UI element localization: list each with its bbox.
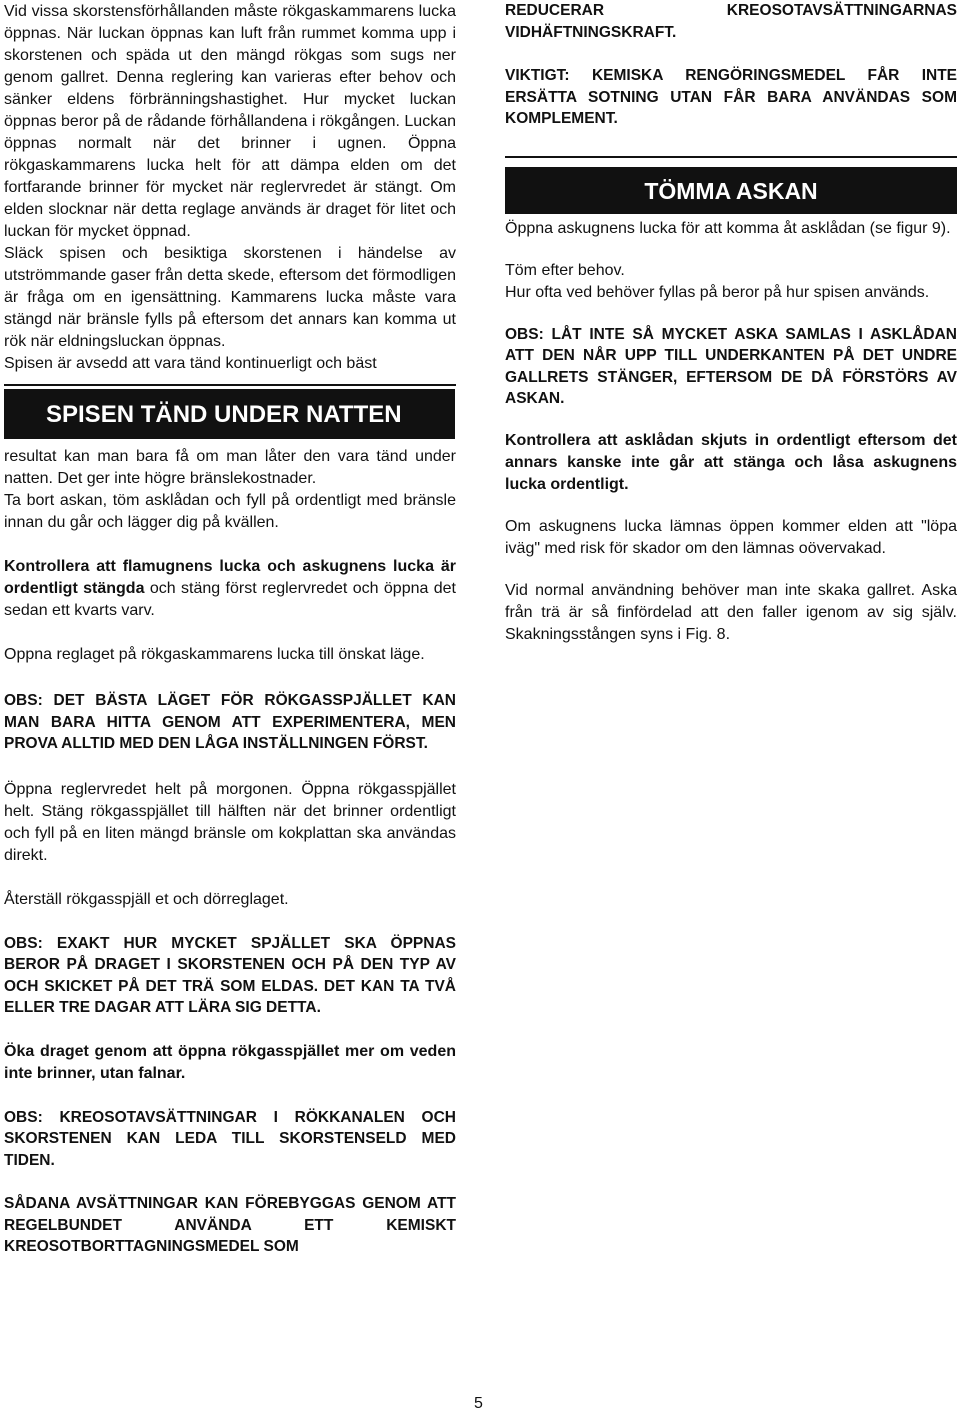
left-column [4,0,456,1258]
paragraph-reset: Återställ rökgasspjäll et och dörreglaget. [4,890,289,908]
notice-creosote: OBS: KREOSOTAVSÄTTNINGAR I RÖKKANALEN OCH SKORSTENEN KAN LEDA TILL SKORSTENSELD MED TIDEN. [4,1108,456,1169]
page-number: 5 [474,1395,483,1412]
paragraph-extinguish: Släck spisen och besiktiga skorstenen i händelse av utströmmande gaser från detta skede, eftersom det förmodligen är fråga om en igensättning. Kammarens lucka måste vara stängd när bränsle fylls på eftersom det annars kan komma ut rök när eldningsluckan öppnas. [4,245,456,350]
paragraph-open-control: Oppna reglaget på rökgaskammarens lucka till önskat läge. [4,646,425,663]
paragraph-empty: Töm efter behov. [505,261,625,279]
check-doors-bold: Kontrollera att flamugnens lucka och askugnens lucka är ordentligt stängda [4,558,456,597]
notice-exact-opening: OBS: EXAKT HUR MYCKET SPJÄLLET SKA ÖPPNAS BEROR PÅ DRAGET I SKORSTENEN OCH PÅ DEN TYP AV OCH SKICKET PÅ DET TRÄ SOM ELDAS. DET KAN TA TVÅ ELLER TRE DAGAR ATT LÄRA SIG DETTA. [4,934,456,1016]
paragraph-fill-frequency: Hur ofta ved behöver fyllas på beror på hur spisen används. [505,283,930,301]
paragraph-increase-draft: Öka draget genom att öppna rökgasspjället mer om veden inte brinner, utan falnar. [4,1042,456,1082]
section-banner-ash: TÖMMA ASKAN [505,167,957,214]
paragraph-check-doors [4,556,456,622]
notice-best-position: OBS: DET BÄSTA LÄGET FÖR RÖKGASSPJÄLLET KAN MAN BARA HITTA GENOM ATT EXPERIMENTERA, MEN PROVA ALLTID MED DEN LÅGA INSTÄLLNINGEN FÖRST. [4,692,456,752]
paragraph-remove-ash: Ta bort askan, töm asklådan och fyll på ordentligt med bränsle innan du går och lägger dig på kvällen. [4,492,456,531]
paragraph-check-ashbox: Kontrollera att asklådan skjuts in ordentligt eftersom det annars kanske inte går att stänga och låsa askugnens lucka ordentligt. [505,431,957,493]
right-column [505,0,957,646]
divider-rule [505,156,957,158]
paragraph-smoke-chamber: Vid vissa skorstensförhållanden måste rökgaskammarens lucka öppnas. När luckan öppnas kan luft från rummet komma upp i skorstenen och späda ut den mängd rökgas som sugs ner genom gallret. Denna reglering kan varieras efter behov och sänker eldens förbränningshastighet. Hur mycket luckan öppnas beror på de rådande förhållandena i rökgången. Luckan öppnas normalt när det brinner i ugnen. Öppna rökgaskammarens lucka helt för att dämpa elden om det fortfarande brinner för mycket när reglervredet är stängt. Om elden slocknar när detta reglage används är draget för litet och luckan för mycket öppnad. [4,3,456,240]
section-banner-night: SPISEN TÄND UNDER NATTEN [4,389,455,439]
paragraph-continuous: Spisen är avsedd att vara tänd kontinuerligt och bäst [4,355,377,372]
check-doors-rest: och stäng först reglervredet och öppna det sedan ett kvarts varv. [4,580,457,619]
paragraph-morning: Öppna reglervredet helt på morgonen. Öppna rökgasspjället helt. Stäng rökgasspjället till hälften när det brinner ordentligt och fyll på en liten mängd bränsle om kokplattan ska användas direkt. [4,780,456,864]
notice-prevent: SÅDANA AVSÄTTNINGAR KAN FÖREBYGGAS GENOM ATT REGELBUNDET ANVÄNDA ETT KEMISKT KREOSOTBORTTAGNINGSMEDEL SOM [4,1195,456,1255]
paragraph-result: resultat kan man bara få om man låter den vara tänd under natten. Det ger inte högre bränslekostnader. [4,448,456,487]
notice-ash-level: OBS: LÅT INTE SÅ MYCKET ASKA SAMLAS I ASKLÅDAN ATT DEN NÅR UPP TILL UNDERKANTEN PÅ DET UNDRE GALLRETS STÄNGER, EFTERSOM DE DÅ FÖRSTÖRS AV ASKAN. [505,325,957,407]
divider-rule [4,384,456,386]
paragraph-open-ash-door: Öppna askugnens lucka för att komma åt asklådan (se figur 9). [505,219,951,237]
paragraph-shaking: Vid normal användning behöver man inte skaka gallret. Aska från trä är så finfördelad att den faller igenom av sig själv. Skakningsstången syns i Fig. 8. [505,581,957,643]
notice-important-chemicals: VIKTIGT: KEMISKA RENGÖRINGSMEDEL FÅR INTE ERSÄTTA SOTNING UTAN FÅR BARA ANVÄNDAS SOM KOMPLEMENT. [505,67,957,127]
notice-reduces-adhesion: REDUCERAR KREOSOTAVSÄTTNINGARNAS VIDHÄFTNINGSKRAFT. [505,2,957,41]
paragraph-door-open-risk: Om askugnens lucka lämnas öppen kommer elden att "löpa iväg" med risk för skador om den lämnas oövervakad. [505,517,957,557]
